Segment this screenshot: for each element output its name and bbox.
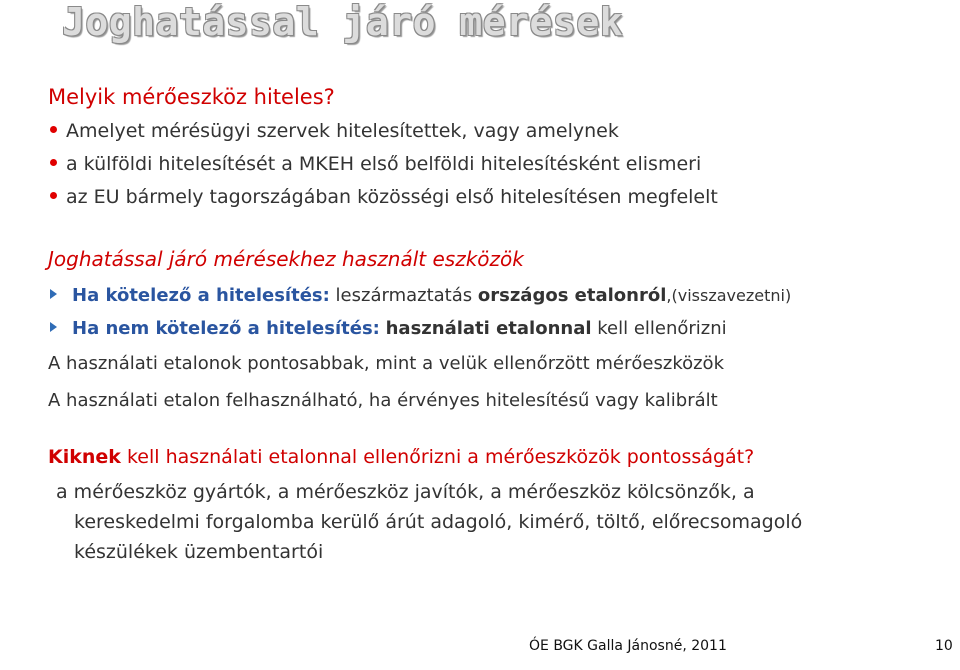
question-text: kell használati etalonnal ellenőrizni a mérőeszközök pontosságát? [120,446,755,468]
list-item-text: Amelyet mérésügyi szervek hitelesítettek, vagy amelynek [66,120,619,142]
page-number: 10 [935,638,953,654]
item-text: leszármaztatás [329,285,478,306]
item-emphasis: országos etalonról [477,285,667,306]
section-heading-2: Joghatással járó mérésekhez használt eszközök [48,247,524,271]
footer-author: ÓE BGK Galla Jánosné, 2011 [529,638,727,654]
list-item [50,185,718,209]
item-text: ,(visszavezetni) [666,286,792,305]
item-text: kell ellenőrizni [591,318,727,339]
red-dot-bullet-icon [50,126,57,133]
arrow-list-item [50,317,727,341]
item-label: Ha kötelező a hitelesítés: [72,285,330,306]
statement-text: A használati etalon felhasználható, ha érvényes hitelesítésű vagy kalibrált [48,390,718,411]
arrow-list-item [50,284,791,308]
statement-text: A használati etalonok pontosabbak, mint a velük ellenőrzött mérőeszközök [48,353,724,374]
red-dot-bullet-icon [50,159,57,166]
answer-line: kereskedelmi forgalomba kerülő árút adagoló, kimérő, töltő, előrecsomagoló [74,511,803,533]
blue-triangle-arrow-icon [50,289,57,299]
item-label: Ha nem kötelező a hitelesítés: [72,318,380,339]
list-item [50,152,701,176]
question-keyword: Kiknek [48,446,121,468]
blue-triangle-arrow-icon [50,322,57,332]
question-heading-1: Melyik mérőeszköz hiteles? [48,85,335,109]
answer-line: a mérőeszköz gyártók, a mérőeszköz javítók, a mérőeszköz kölcsönzők, a [56,481,755,503]
list-item-text: az EU bármely tagországában közösségi első hitelesítésen megfelelt [66,186,718,208]
item-emphasis: használati etalonnal [385,318,592,339]
slide-title: Joghatással járó mérések [62,0,624,44]
list-item [50,119,619,143]
red-dot-bullet-icon [50,192,57,199]
question-heading-2 [48,445,754,469]
list-item-text: a külföldi hitelesítését a MKEH első belföldi hitelesítésként elismeri [66,153,702,175]
answer-line: készülékek üzembentartói [74,541,324,563]
